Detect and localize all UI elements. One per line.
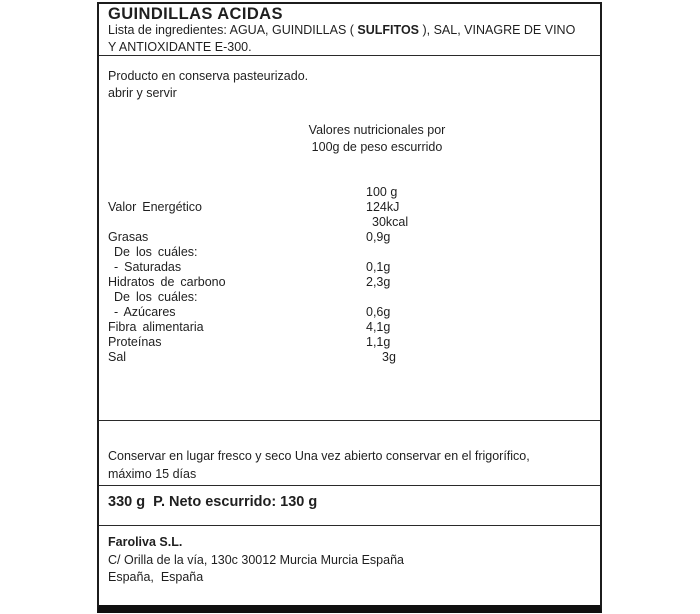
nutrition-heading — [227, 122, 527, 156]
nutrition-label: - Azúcares — [114, 305, 176, 319]
nutrition-row-of-which-carbs — [99, 290, 600, 305]
nutrition-label: Proteínas — [108, 335, 162, 349]
storage-line1: Conservar en lugar fresco y seco Una vez abierto conservar en el frigorífico, — [108, 449, 530, 463]
nutrition-column-header: 100 g — [366, 185, 398, 199]
section-divider — [99, 485, 600, 486]
nutrition-label: De los cuáles: — [114, 245, 198, 259]
nutrition-value: 3g — [382, 350, 396, 364]
net-weight: 330 g P. Neto escurrido: 130 g — [108, 494, 318, 510]
section-divider — [99, 55, 600, 56]
nutrition-value: 2,3g — [366, 275, 391, 289]
ingredients-suffix: ), SAL, VINAGRE DE VINO Y ANTIOXIDANTE E-300. — [108, 23, 576, 54]
nutrition-value: 0,9g — [366, 230, 391, 244]
nutrition-label: Valor Energético — [108, 200, 202, 214]
nutrition-label: De los cuáles: — [114, 290, 198, 304]
nutrition-row-protein — [99, 335, 600, 350]
producer-country: España, España — [108, 570, 204, 584]
producer-address: C/ Orilla de la vía, 130c 30012 Murcia Murcia España — [108, 552, 404, 567]
nutrition-label: - Saturadas — [114, 260, 182, 274]
nutrition-value: 0,6g — [366, 305, 391, 319]
preparation-line2: abrir y servir — [108, 86, 177, 100]
preparation-text — [108, 68, 308, 102]
nutrition-heading-line1: Valores nutricionales por — [308, 123, 446, 137]
nutrition-value: 0,1g — [366, 260, 391, 274]
storage-instructions — [108, 448, 590, 483]
nutrition-label: Fibra alimentaria — [108, 320, 204, 334]
nutrition-label: Grasas — [108, 230, 149, 244]
product-label — [97, 2, 602, 613]
producer-name: Faroliva S.L. — [108, 535, 183, 549]
storage-line2: máximo 15 días — [108, 466, 197, 481]
nutrition-row-fat — [99, 230, 600, 245]
product-title: GUINDILLAS ACIDAS — [108, 5, 283, 23]
ingredients-prefix: Lista de ingredientes: AGUA, GUINDILLAS ( — [108, 23, 358, 37]
section-divider — [99, 420, 600, 421]
nutrition-column-header-row — [99, 185, 600, 200]
nutrition-table — [99, 185, 600, 365]
nutrition-row-salt — [99, 350, 600, 365]
nutrition-value: 124kJ — [366, 200, 400, 214]
nutrition-row-sugars — [99, 305, 600, 320]
nutrition-heading-line2: 100g de peso escurrido — [311, 140, 443, 154]
section-divider — [99, 525, 600, 526]
preparation-line1: Producto en conserva pasteurizado. — [108, 69, 309, 83]
nutrition-value: 30kcal — [372, 215, 409, 229]
nutrition-label: Hidratos de carbono — [108, 275, 226, 289]
nutrition-value: 1,1g — [366, 335, 391, 349]
nutrition-row-energy-kcal — [99, 215, 600, 230]
ingredients-text — [108, 22, 586, 56]
nutrition-row-of-which-fat — [99, 245, 600, 260]
nutrition-row-saturates — [99, 260, 600, 275]
nutrition-row-energy — [99, 200, 600, 215]
nutrition-row-carbohydrate — [99, 275, 600, 290]
allergen-highlight: SULFITOS — [357, 23, 420, 37]
producer-info — [108, 534, 404, 587]
nutrition-label: Sal — [108, 350, 127, 364]
nutrition-row-fibre — [99, 320, 600, 335]
nutrition-value: 4,1g — [366, 320, 391, 334]
